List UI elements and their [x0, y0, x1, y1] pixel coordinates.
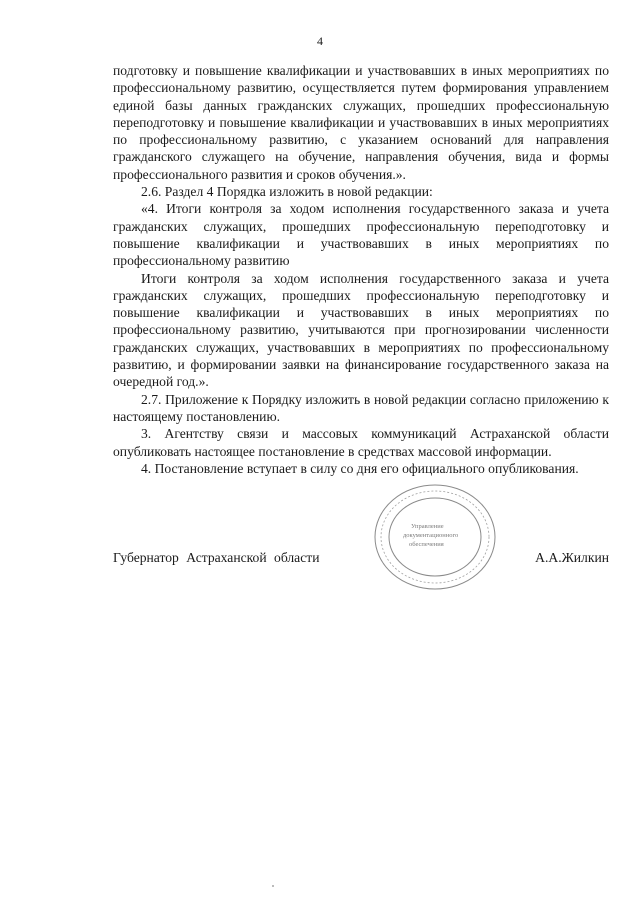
svg-text:документационного: документационного	[403, 532, 459, 539]
signatory-title: Губернатор Астраханской области	[113, 550, 320, 565]
scan-speck	[272, 885, 274, 887]
section-4-heading: «4. Итоги контроля за ходом исполнения государственного заказа и учета гражданских служащих, прошедших профессиональную переподготовку и повышение квалификации и участвовавших в иных мероприятиях по профессиональному развитию	[113, 201, 609, 269]
paragraph-item-3: 3. Агентству связи и массовых коммуникаций Астраханской области опубликовать настоящее постановление в средствах массовой информации.	[113, 426, 609, 459]
paragraph-item-2-6: 2.6. Раздел 4 Порядка изложить в новой редакции:	[141, 184, 433, 200]
signatory-name: А.А.Жилкин	[535, 550, 609, 565]
page-number: 4	[317, 34, 323, 48]
paragraph-item-2-7: 2.7. Приложение к Порядку изложить в новой редакции согласно приложению к настоящему постановлению.	[113, 391, 609, 424]
paragraph-item-4: 4. Постановление вступает в силу со дня его официального опубликования.	[141, 460, 579, 476]
document-body	[113, 62, 609, 477]
svg-text:обеспечения: обеспечения	[409, 541, 444, 548]
official-stamp	[365, 480, 501, 595]
stamp-seal-icon	[365, 480, 501, 595]
section-4-text: Итоги контроля за ходом исполнения государственного заказа и учета гражданских служащих, прошедших профессиональную переподготовку и повышение квалификации и участвовавших в иных мероприятиях по профессиональному развитию, учитываются при прогнозировании численности гражданских служащих, участвовавших в мероприятиях по профессиональному развитию, и формировании заявки на финансирование государственного заказа на очередной год.».	[113, 270, 609, 390]
svg-text:Управление: Управление	[411, 523, 444, 530]
paragraph-continuation: подготовку и повышение квалификации и участвовавших в иных мероприятиях по профессиональному развитию, осуществляется путем формирования управлением единой базы данных гражданских служащих, прошедших профессиональную переподготовку и повышение квалификации и участвовавших в иных мероприятиях по профессиональному развитию, с указанием оснований для направления гражданского служащего на обучение, направления обучения, вида и формы профессионального развития и сроков обучения.».	[113, 63, 609, 182]
